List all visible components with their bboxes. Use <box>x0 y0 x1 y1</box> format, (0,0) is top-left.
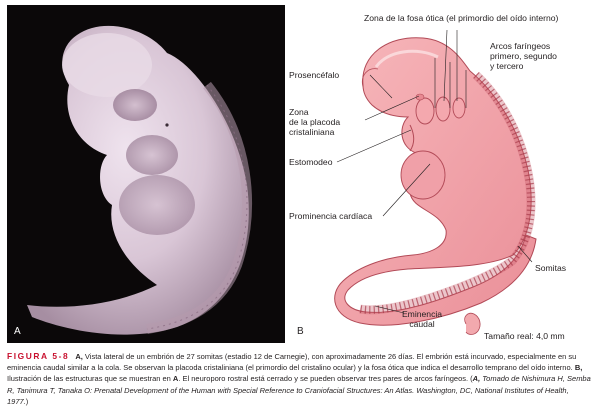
label-arcos-line1: Arcos faríngeos <box>490 41 551 51</box>
label-arcos-line3: y tercero <box>490 61 524 71</box>
figure-number: FIGURA 5-8 <box>7 351 70 361</box>
caption-citation-marker: A, <box>472 374 481 384</box>
label-somitas: Somitas <box>535 263 567 273</box>
caption-a-marker: A, <box>75 352 83 361</box>
label-fosa-otica: Zona de la fosa ótica (el primordio del oído interno) <box>364 13 559 23</box>
caption-a-reference: A <box>172 374 179 384</box>
label-arcos-line2: primero, segundo <box>490 51 557 61</box>
label-tamano-real: Tamaño real: 4,0 mm <box>484 331 565 341</box>
label-placoda-line3: cristaliniana <box>289 127 335 137</box>
label-eminencia-line2: caudal <box>409 319 435 329</box>
caption-citation: Tomado de Nishimura H, Semba R, Tanimura T, Tanaka O: Prenatal Development of the Human with Special Reference to Craniofacial Structures: An Atlas. Washington, DC, National Institutes of Health, 1977. <box>7 374 591 406</box>
label-prominencia-cardiaca: Prominencia cardíaca <box>289 211 373 221</box>
label-placoda-line1: Zona <box>289 107 309 117</box>
label-prosencefalo: Prosencéfalo <box>289 70 340 80</box>
label-placoda-line2: de la placoda <box>289 117 341 127</box>
caption-text-1: Vista lateral de un embrión de 27 somitas (estadio 12 de Carnegie), con aproximadamente 26 días. El embrión está incurvado, especialmente en su eminencia caudal similar a la cola. Se observan la placoda cristaliniana (el primordio del cristalino ocular) y la fosa ótica que indica el desarrollo temprano del oído interno. <box>7 352 577 373</box>
panel-label-a: A <box>14 326 21 337</box>
caption-close-paren: ) <box>25 396 29 406</box>
caption-b-marker: B, <box>574 363 583 373</box>
label-estomodeo: Estomodeo <box>289 157 333 167</box>
figure-caption <box>7 351 592 407</box>
panel-label-b: B <box>297 326 304 337</box>
caption-text-3: . El neuroporo rostral está cerrado y se pueden observar tres pares de arcos faríngeos. ( <box>178 374 473 384</box>
caption-text-2: Ilustración de las estructuras que se muestran en <box>7 374 173 384</box>
label-eminencia-line1: Eminencia <box>401 309 443 319</box>
